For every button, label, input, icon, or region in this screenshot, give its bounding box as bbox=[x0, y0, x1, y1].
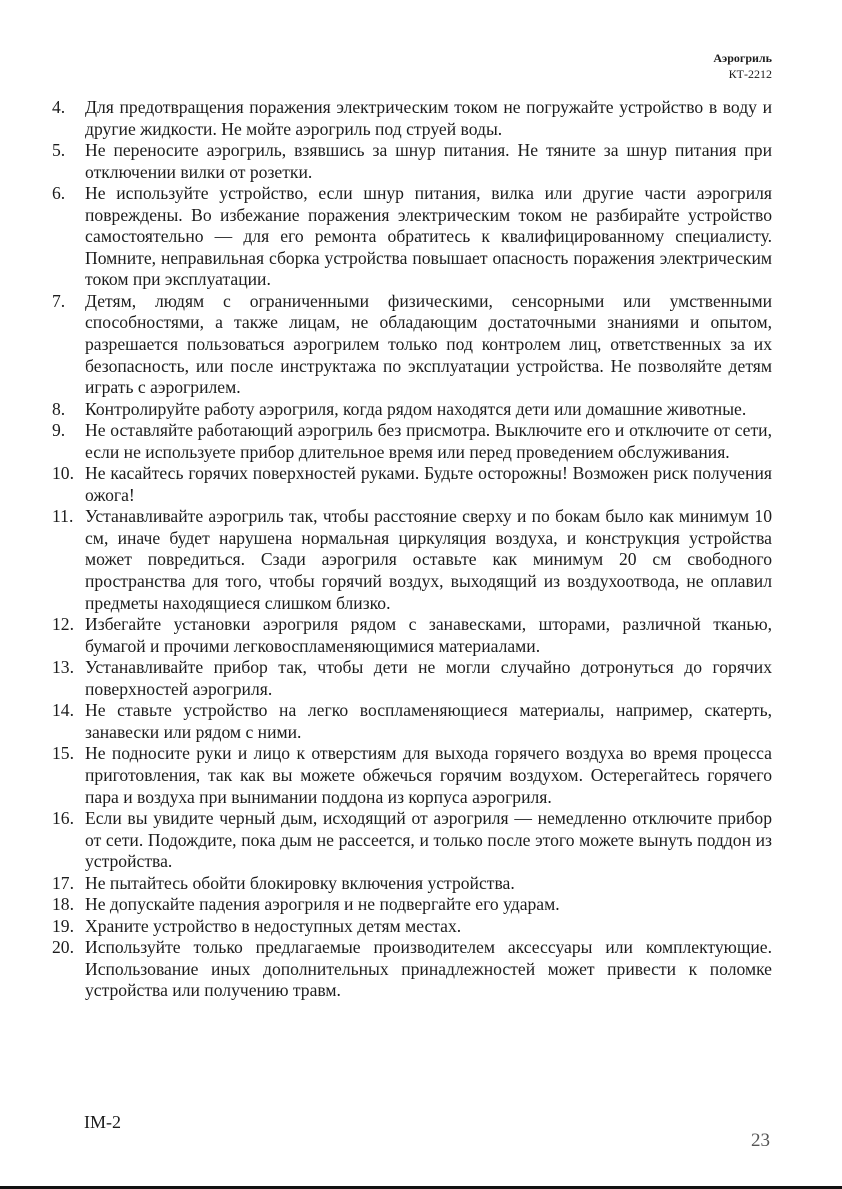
list-item bbox=[52, 743, 772, 808]
list-item bbox=[52, 916, 772, 938]
item-number: 20. bbox=[52, 937, 74, 958]
item-text: Не используйте устройство, если шнур питания, вилка или другие части аэрогриля повреждены. Во избежание поражения электрическим током не разбирайте устройство самостоятельно — для его ремонта обратитесь к квалифицированному специалисту. Помните, неправильная сборка устройства повышает опасность поражения электрическим током при эксплуатации. bbox=[85, 183, 772, 290]
item-number: 4. bbox=[52, 97, 66, 117]
header-title: Аэрогриль bbox=[713, 51, 772, 65]
item-number: 11. bbox=[52, 506, 74, 527]
list-item bbox=[52, 140, 772, 183]
item-text: Не переносите аэрогриль, взявшись за шнур питания. Не тяните за шнур питания при отключении вилки от розетки. bbox=[85, 140, 772, 182]
item-text: Храните устройство в недоступных детям местах. bbox=[85, 915, 462, 936]
item-text: Не ставьте устройство на легко воспламеняющиеся материалы, например, скатерть, занавески или рядом с ними. bbox=[85, 700, 772, 742]
list-item bbox=[52, 614, 772, 657]
safety-instructions-list bbox=[52, 97, 772, 1002]
item-number: 7. bbox=[52, 290, 66, 311]
list-item bbox=[52, 97, 772, 140]
list-item bbox=[52, 291, 772, 399]
list-item bbox=[52, 873, 772, 895]
list-item bbox=[52, 183, 772, 291]
item-text: Устанавливайте аэрогриль так, чтобы расстояние сверху и по бокам было как минимум 10 см, иначе будет нарушена нормальная циркуляция воздуха, и конструкция устройства может повредиться. Сзади аэрогриля оставьте как минимум 20 см свободного пространства для того, чтобы горячий воздух, выходящий из воздухоотвода, не оплавил предметы находящиеся слишком близко. bbox=[85, 506, 772, 613]
list-item bbox=[52, 700, 772, 743]
list-item bbox=[52, 808, 772, 873]
item-text: Если вы увидите черный дым, исходящий от аэрогриля — немедленно отключите прибор от сети. Подождите, пока дым не рассеется, и только после этого можете вынуть поддон из устройства. bbox=[85, 808, 772, 872]
item-text: Не подносите руки и лицо к отверстиям для выхода горячего воздуха во время процесса приготовления, так как вы можете обжечься горячим воздухом. Остерегайтесь горячего пара и воздуха при вынимании поддона из корпуса аэрогриля. bbox=[85, 743, 772, 807]
item-number: 19. bbox=[52, 915, 74, 936]
item-number: 9. bbox=[52, 420, 66, 441]
item-number: 12. bbox=[52, 614, 74, 635]
item-number: 6. bbox=[52, 183, 66, 204]
item-text: Контролируйте работу аэрогриля, когда рядом находятся дети или домашние животные. bbox=[85, 398, 747, 419]
item-text: Устанавливайте прибор так, чтобы дети не могли случайно дотронуться до горячих поверхностей аэрогриля. bbox=[85, 657, 772, 699]
item-text: Используйте только предлагаемые производителем аксессуары или комплектующие. Использование иных дополнительных принадлежностей может привести к поломке устройства или получению травм. bbox=[85, 937, 772, 1001]
document-code: IM-2 bbox=[84, 1112, 121, 1132]
item-number: 18. bbox=[52, 894, 74, 915]
item-number: 15. bbox=[52, 743, 74, 764]
item-text: Не оставляйте работающий аэрогриль без присмотра. Выключите его и отключите от сети, если не используете прибор длительное время или перед проведением обслуживания. bbox=[85, 420, 772, 462]
item-number: 13. bbox=[52, 657, 74, 678]
list-item bbox=[52, 506, 772, 614]
list-item bbox=[52, 420, 772, 463]
list-item bbox=[52, 937, 772, 1002]
header-model: КТ-2212 bbox=[728, 67, 772, 81]
item-text: Детям, людям с ограниченными физическими, сенсорными или умственными способностями, а также лицам, не обладающим достаточными знаниями и опытом, разрешается пользоваться аэрогрилем только под контролем лиц, ответственных за их безопасность, или после инструктажа по эксплуатации устройства. Не позволяйте детям играть с аэрогрилем. bbox=[85, 290, 772, 398]
item-text: Не пытайтесь обойти блокировку включения устройства. bbox=[85, 872, 515, 893]
list-item bbox=[52, 463, 772, 506]
item-text: Избегайте установки аэрогриля рядом с занавесками, шторами, различной тканью, бумагой и прочими легковоспламеняющимися материалами. bbox=[85, 614, 772, 656]
item-text: Не касайтесь горячих поверхностей руками. Будьте осторожны! Возможен риск получения ожога! bbox=[85, 463, 772, 505]
item-text: Не допускайте падения аэрогриля и не подвергайте его ударам. bbox=[85, 894, 560, 915]
list-item bbox=[52, 657, 772, 700]
page-header bbox=[713, 50, 772, 82]
item-number: 17. bbox=[52, 872, 74, 893]
item-number: 5. bbox=[52, 140, 66, 161]
list-item bbox=[52, 894, 772, 916]
item-number: 8. bbox=[52, 398, 66, 419]
page-number: 23 bbox=[751, 1130, 770, 1151]
item-text: Для предотвращения поражения электрическим током не погружайте устройство в воду и другие жидкости. Не мойте аэрогриль под струей воды. bbox=[85, 97, 772, 139]
item-number: 14. bbox=[52, 700, 74, 721]
item-number: 16. bbox=[52, 808, 74, 829]
list-item bbox=[52, 399, 772, 421]
item-number: 10. bbox=[52, 463, 74, 484]
